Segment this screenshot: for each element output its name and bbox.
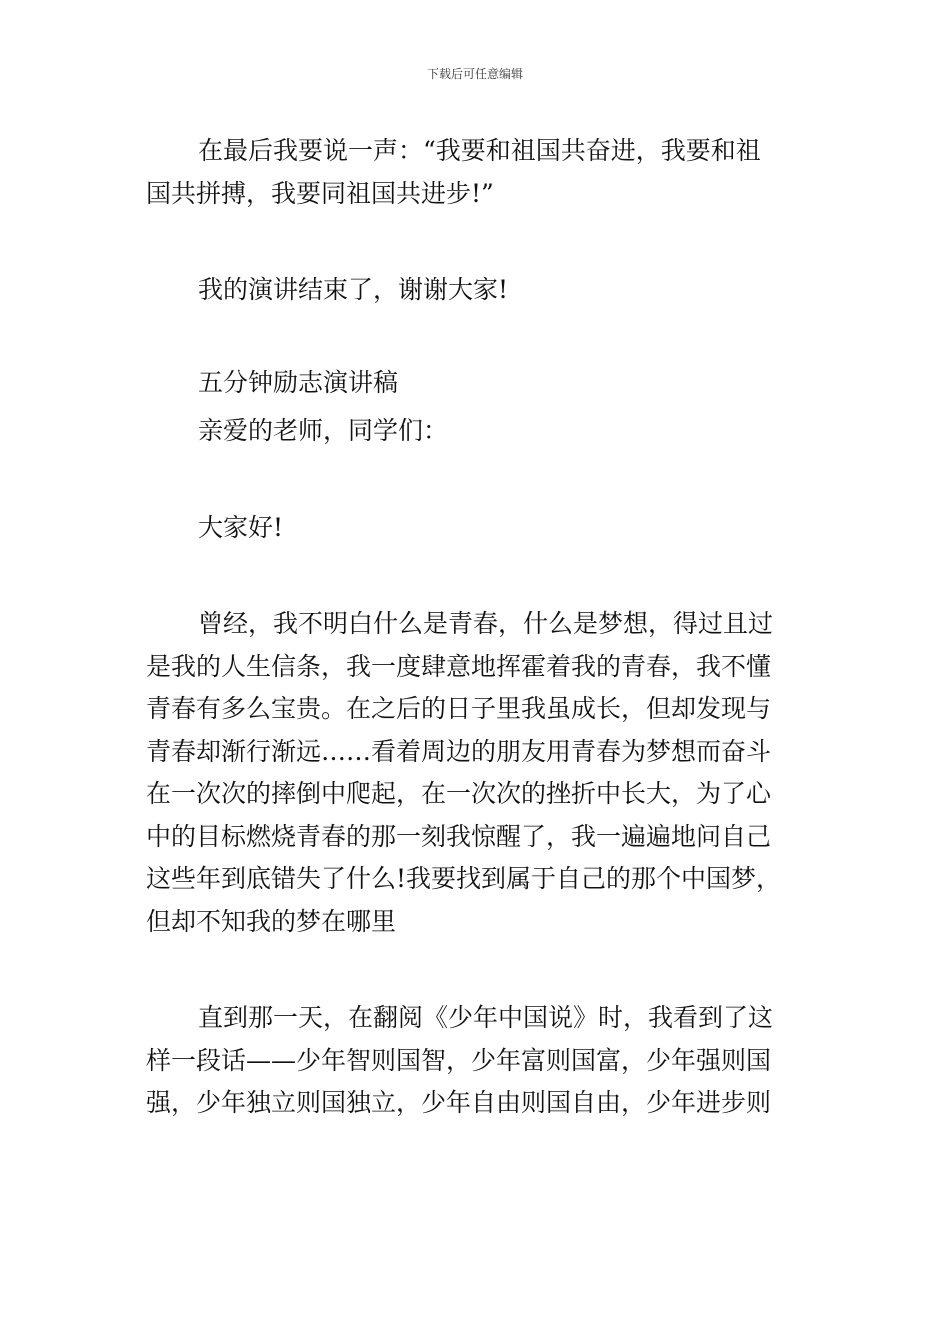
text-line: 强，少年独立则国独立，少年自由则国自由，少年进步则	[146, 1088, 772, 1117]
text-line: 这些年到底错失了什么!我要找到属于自己的那个中国梦，	[146, 864, 782, 893]
text-line: 我的演讲结束了，谢谢大家!	[198, 275, 509, 304]
text-line: 青春却渐行渐远……看着周边的朋友用青春为梦想而奋斗	[146, 736, 772, 766]
text-line: 五分钟励志演讲稿	[198, 367, 399, 397]
text-line: 亲爱的老师，同学们：	[198, 416, 449, 445]
text-line: 青春有多么宝贵。在之后的日子里我虽成长，但却发现与	[146, 694, 772, 723]
paragraph-youth-reflection	[146, 603, 810, 943]
text-line: 在最后我要说一声：“我要和祖国共奋进，我要和祖	[198, 136, 761, 165]
paragraph-closing-pledge	[146, 130, 810, 215]
text-line: 大家好!	[198, 512, 284, 542]
text-line: 在一次次的摔倒中爬起，在一次次的挫折中长大，为了心	[146, 779, 772, 808]
text-line: 国共拼搏，我要同祖国共进步!”	[146, 178, 494, 208]
text-line: 中的目标燃烧青春的那一刻我惊醒了，我一遍遍地问自己	[146, 821, 772, 851]
text-line: 但却不知我的梦在哪里	[146, 906, 397, 936]
greeting	[146, 507, 810, 550]
text-line: 曾经，我不明白什么是青春，什么是梦想，得过且过	[198, 609, 774, 638]
text-line: 是我的人生信条，我一度肆意地挥霍着我的青春，我不懂	[146, 651, 772, 681]
salutation	[146, 410, 810, 453]
page-header: 下载后可任意编辑	[426, 67, 523, 81]
document-body	[146, 130, 810, 1125]
speech-title	[146, 362, 810, 405]
text-line: 直到那一天，在翻阅《少年中国说》时，我看到了这	[198, 1003, 774, 1032]
paragraph-speech-end	[146, 269, 810, 312]
text-line: 样一段话——少年智则国智，少年富则国富，少年强则国	[146, 1045, 772, 1075]
paragraph-young-china	[146, 997, 810, 1125]
